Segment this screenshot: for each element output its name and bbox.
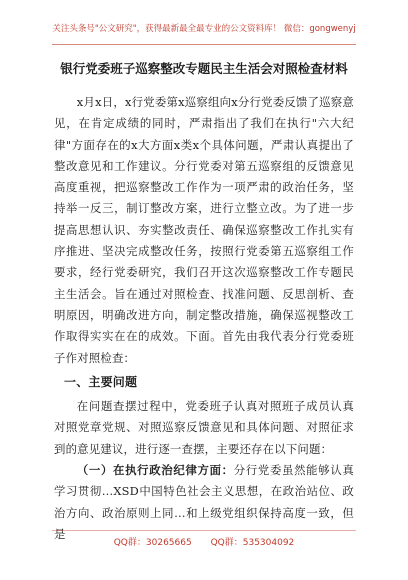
section-heading: 一、主要问题 — [64, 374, 138, 389]
subsection-lead: （一）在执行政治纪律方面： — [76, 463, 234, 478]
footer-divider — [52, 530, 356, 531]
footer-qq-group-2: QQ群：535304092 — [210, 538, 295, 548]
subsection-paragraph — [54, 460, 354, 545]
intro-paragraph: x月x日，x行党委第x巡察组向x分行党委反馈了巡察意见，在肯定成绩的同时，严肃指出了我们在执行"六大纪律"方面存在的x大方面x类x个具体问题，严肃认真提出了整改意见和工作建议。分行党委对第五巡察组的反馈意见高度重视，把巡察整改工作作为一项严肃的政治任务，坚持举一反三，制订整改方案，进行立整立改。为了进一步提高思想认识、夯实整改责任、确保巡察整改工作扎实有序推进、坚决完成整改任务，按照行党委第五巡察组工作要求，经行党委研究，我们召开这次巡察整改工作专题民主生活会。旨在通过对照检查、找准问题、反思剖析、查明原因，明确改进方向，制定整改措施，确保巡视整改工作取得实实在在的成效。下面。首先由我代表分行党委班子作对照检查： — [54, 95, 354, 365]
document-body — [54, 92, 354, 545]
footer — [0, 535, 408, 548]
footer-qq-group-1: QQ群：30265665 — [113, 538, 192, 548]
document-title: 银行党委班子巡察整改专题民主生活会对照检查材料 — [60, 61, 348, 76]
problem-intro-paragraph: 在问题查摆过程中，党委班子认真对照班子成员认真对照党章党规、对照巡察反馈意见和具体问题、对照征求到的意见建议，进行逐一查摆，主要还存在以下问题： — [54, 399, 354, 456]
header-banner: 关注头条号"公文研究"，获得最新最全最专业的公文资料库！ 微信：gongwenyj — [52, 24, 356, 34]
subsection-text: 分行党委虽然能够认真学习贯彻…XSD中国特色社会主义思想，在政治站位、政治方向、政治原则上同…和上级党组织保持高度一致，但是 — [54, 463, 354, 541]
header-divider — [52, 44, 356, 45]
